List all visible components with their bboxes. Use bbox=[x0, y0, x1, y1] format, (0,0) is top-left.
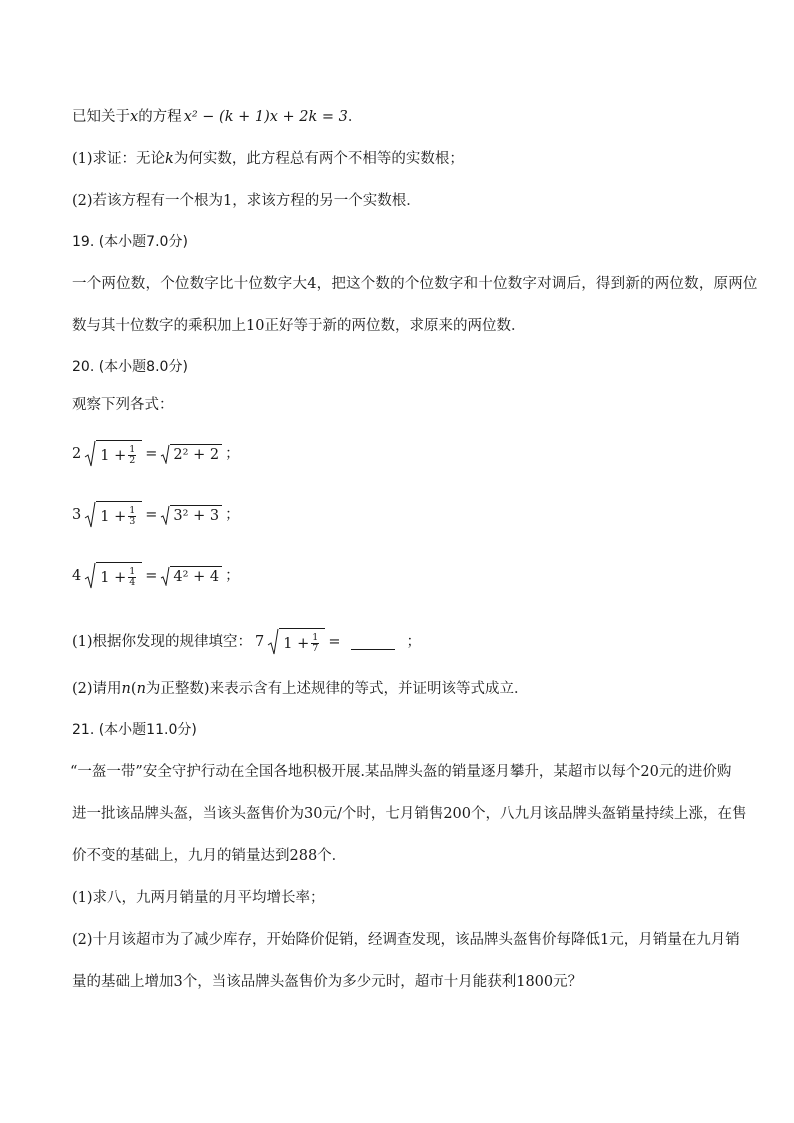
q20-part1-coef: 7 bbox=[255, 634, 265, 650]
fraction bbox=[128, 445, 136, 466]
separator: ； bbox=[406, 634, 421, 650]
q21-line2: 进一批该品牌头盔，当该头盔售价为30元/个时，七月销售200个，八九月该品牌头盔销量持续上涨，在售 bbox=[72, 806, 747, 822]
q20-part2-c: 为正整数)来表示含有上述规律的等式，并证明该等式成立． bbox=[145, 681, 529, 697]
q18-part1-b: 为何实数，此方程总有两个不相等的实数根； bbox=[173, 151, 464, 167]
q19-line2: 数与其十位数字的乘积加上10正好等于新的两位数，求原来的两位数． bbox=[72, 318, 526, 334]
separator: ； bbox=[225, 446, 240, 462]
example-one: 1 + bbox=[283, 635, 310, 652]
separator: ； bbox=[225, 568, 240, 584]
fraction-den: 2 bbox=[129, 455, 136, 466]
equals: = bbox=[145, 568, 158, 584]
fraction-num: 1 bbox=[312, 632, 319, 643]
example-one: 1 + bbox=[100, 447, 127, 464]
sqrt-symbol bbox=[160, 444, 222, 464]
example-rhs: 2² + 2 bbox=[170, 444, 222, 464]
q18-stem bbox=[72, 108, 362, 126]
q18-part1 bbox=[72, 150, 464, 168]
q21-line1: “一盔一带”安全守护行动在全国各地积极开展.某品牌头盔的销量逐月攀升，某超市以每个20元的进价购 bbox=[70, 764, 732, 780]
q20-example-2 bbox=[72, 501, 240, 529]
fraction-num: 1 bbox=[129, 505, 136, 516]
q18-equation: x² − (k + 1)x + 2k = 3 bbox=[183, 109, 348, 125]
q21-part2-line1: (2)十月该超市为了减少库存，开始降价促销，经调查发现，该品牌头盔售价每降低1元，月销量在九月销 bbox=[72, 932, 740, 948]
q20-example-3 bbox=[72, 562, 240, 590]
q18-intro-a: 已知关于 bbox=[72, 109, 130, 125]
separator: ； bbox=[225, 507, 240, 523]
sqrt-symbol bbox=[84, 501, 142, 529]
q20-observe: 观察下列各式： bbox=[72, 397, 174, 413]
sqrt-symbol bbox=[160, 566, 222, 586]
q20-part1 bbox=[72, 628, 421, 656]
fraction bbox=[128, 567, 136, 588]
fraction-den: 7 bbox=[312, 643, 319, 654]
example-coef: 2 bbox=[72, 446, 82, 462]
answer-blank[interactable] bbox=[351, 635, 395, 650]
var-x: x bbox=[130, 109, 139, 125]
example-coef: 4 bbox=[72, 568, 82, 584]
equals: = bbox=[145, 446, 158, 462]
q21-part1: (1)求八，九两月销量的月平均增长率； bbox=[72, 890, 325, 906]
fraction bbox=[128, 506, 136, 527]
var-n: n bbox=[121, 681, 131, 697]
sqrt-symbol bbox=[160, 505, 222, 525]
fraction-num: 1 bbox=[129, 566, 136, 577]
sqrt-symbol bbox=[84, 440, 142, 468]
q21-line3: 价不变的基础上，九月的销量达到288个． bbox=[72, 848, 347, 864]
q20-heading: 20. (本小题8.0分) bbox=[72, 359, 188, 375]
q21-part2-line2: 量的基础上增加3个，当该品牌头盔售价为多少元时，超市十月能获利1800元？ bbox=[72, 974, 583, 990]
fraction-den: 3 bbox=[129, 516, 136, 527]
fraction-den: 4 bbox=[129, 577, 136, 588]
q18-intro-b: 的方程 bbox=[138, 109, 182, 125]
var-n: n bbox=[136, 681, 146, 697]
example-one: 1 + bbox=[100, 508, 127, 525]
q18-intro-end: ． bbox=[347, 109, 363, 125]
var-k: k bbox=[165, 151, 174, 167]
sqrt-symbol bbox=[267, 628, 325, 656]
q20-example-1 bbox=[72, 440, 240, 468]
q20-part2-a: (2)请用 bbox=[72, 681, 122, 697]
q19-heading: 19. (本小题7.0分) bbox=[72, 234, 188, 250]
q20-part2 bbox=[72, 680, 529, 698]
equals: = bbox=[328, 634, 341, 650]
example-coef: 3 bbox=[72, 507, 82, 523]
fraction-num: 1 bbox=[129, 444, 136, 455]
sqrt-symbol bbox=[84, 562, 142, 590]
example-rhs: 3² + 3 bbox=[170, 505, 222, 525]
q21-heading: 21. (本小题11.0分) bbox=[72, 722, 197, 738]
equals: = bbox=[145, 507, 158, 523]
q19-line1: 一个两位数，个位数字比十位数字大4，把这个数的个位数字和十位数字对调后，得到新的两位数，原两位 bbox=[72, 276, 758, 292]
q18-part2: (2)若该方程有一个根为1，求该方程的另一个实数根． bbox=[72, 193, 421, 209]
q20-part2-b: ( bbox=[130, 681, 137, 697]
example-one: 1 + bbox=[100, 569, 127, 586]
example-rhs: 4² + 4 bbox=[170, 566, 222, 586]
fraction bbox=[311, 633, 319, 654]
q20-part1-text: (1)根据你发现的规律填空： bbox=[72, 634, 253, 650]
q18-part1-a: (1)求证：无论 bbox=[72, 151, 166, 167]
